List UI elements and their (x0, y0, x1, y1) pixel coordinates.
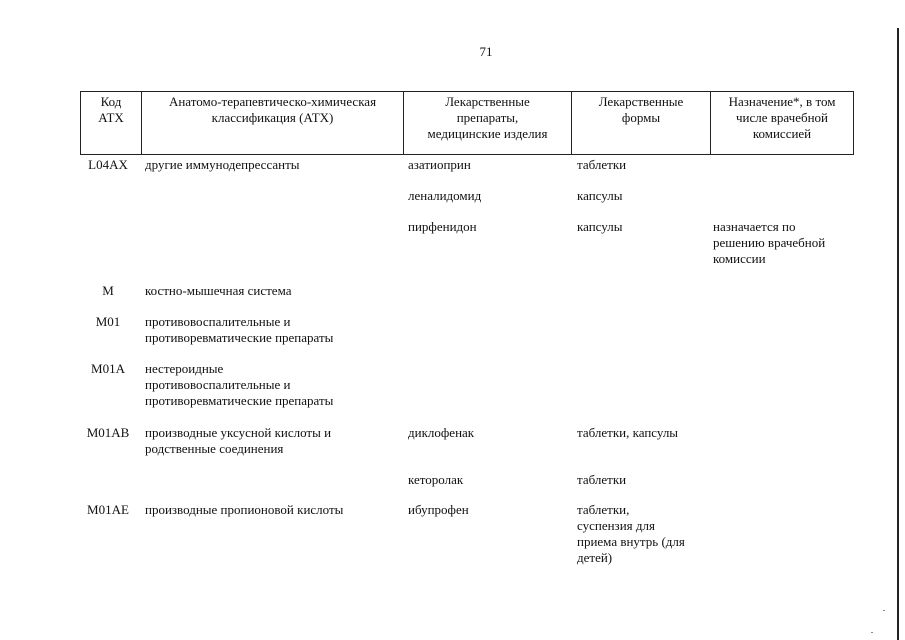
drug-name-line: диклофенак (408, 425, 475, 440)
header-forms (571, 92, 710, 154)
dosage-form-line: капсулы (577, 219, 623, 234)
header-note-line: комиссией (752, 126, 812, 141)
dosage-form-line: суспензия для (577, 518, 655, 533)
table-header (80, 91, 854, 155)
header-drugs (403, 92, 571, 154)
header-code (81, 92, 141, 154)
header-forms-line: формы (621, 110, 661, 125)
atc-group-line: противоревматические препараты (145, 330, 334, 345)
drug-name-line: леналидомид (408, 188, 482, 203)
atc-group-line: противовоспалительные и (145, 377, 291, 392)
prescription-note-line: назначается по (713, 219, 796, 234)
header-atc (141, 92, 403, 154)
dosage-form (577, 157, 707, 173)
header-drugs-line: медицинские изделия (427, 126, 548, 141)
atc-group-line: противовоспалительные и (145, 314, 291, 329)
dosage-form-line: таблетки, (577, 502, 630, 517)
drug-name (408, 425, 568, 441)
header-drugs-line: Лекарственные (445, 94, 530, 109)
prescription-note (713, 219, 853, 267)
atc-group-line: костно-мышечная система (145, 283, 292, 298)
drug-name (408, 188, 568, 204)
dosage-form-line: таблетки (577, 157, 627, 172)
atc-group (145, 502, 395, 518)
atc-group (145, 361, 395, 409)
dosage-form-line: таблетки (577, 472, 627, 487)
atc-code: M01AE (87, 502, 129, 517)
drug-name-line: кеторолак (408, 472, 464, 487)
atc-group (145, 157, 395, 173)
atc-code: M (102, 283, 114, 298)
drug-name (408, 502, 568, 518)
dosage-form-line: детей) (577, 550, 613, 565)
atc-group (145, 283, 395, 299)
header-note-line: Назначение*, в том (728, 94, 836, 109)
header-drugs-line: препараты, (456, 110, 519, 125)
drug-name (408, 157, 568, 173)
dosage-form (577, 425, 707, 441)
header-code-line: Код (100, 94, 122, 109)
atc-group-line: производные уксусной кислоты и (145, 425, 332, 440)
atc-code: L04AX (88, 157, 128, 172)
drug-name (408, 219, 568, 235)
atc-group-line: другие иммунодепрессанты (145, 157, 300, 172)
header-forms-line: Лекарственные (598, 94, 684, 109)
header-code-line: АТХ (98, 110, 124, 125)
dosage-form (577, 502, 707, 566)
atc-code: M01A (91, 361, 125, 376)
header-atc-line: Анатомо-терапевтическо-химическая (168, 94, 377, 109)
atc-group (145, 425, 395, 457)
scan-edge-line (897, 28, 899, 640)
atc-group-line: противоревматические препараты (145, 393, 334, 408)
atc-group-line: нестероидные (145, 361, 224, 376)
drug-name-line: пирфенидон (408, 219, 477, 234)
dosage-form (577, 472, 707, 488)
page-number: 71 (479, 44, 493, 59)
drug-name-line: ибупрофен (408, 502, 469, 517)
header-note (710, 92, 853, 154)
scan-speck (871, 632, 873, 633)
dosage-form (577, 188, 707, 204)
prescription-note-line: решению врачебной (713, 235, 826, 250)
atc-code: M01AB (86, 425, 130, 440)
dosage-form-line: приема внутрь (для (577, 534, 685, 549)
drug-name (408, 472, 568, 488)
dosage-form-line: капсулы (577, 188, 623, 203)
prescription-note-line: комиссии (713, 251, 766, 266)
header-atc-line: классификация (АТХ) (211, 110, 334, 125)
header-note-line: числе врачебной (736, 110, 828, 125)
atc-group (145, 314, 395, 346)
scan-speck (883, 610, 885, 611)
dosage-form-line: таблетки, капсулы (577, 425, 679, 440)
atc-group-line: производные пропионовой кислоты (145, 502, 344, 517)
drug-name-line: азатиоприн (408, 157, 471, 172)
dosage-form (577, 219, 707, 235)
atc-group-line: родственные соединения (145, 441, 284, 456)
atc-code: M01 (95, 314, 121, 329)
